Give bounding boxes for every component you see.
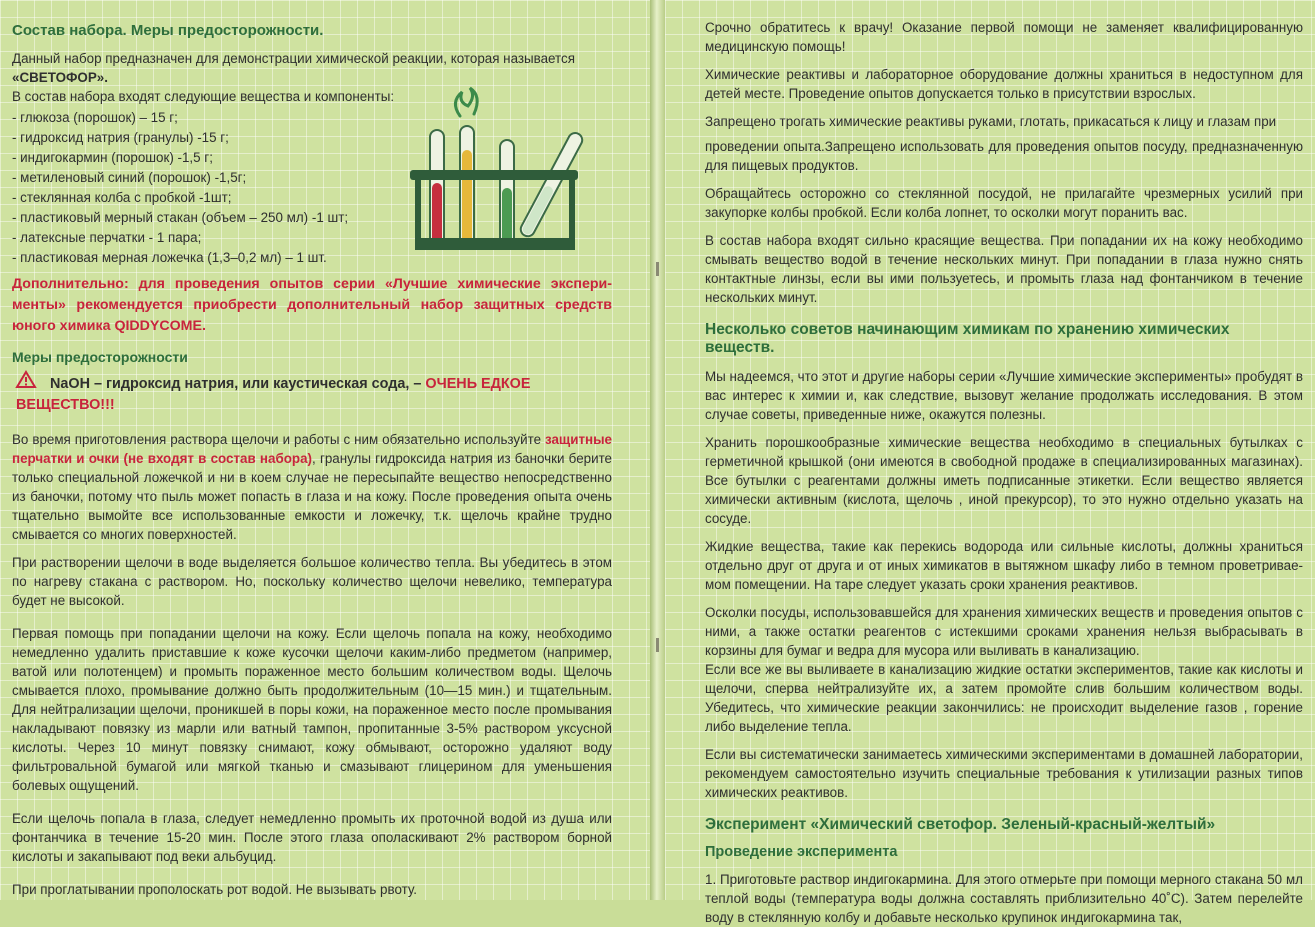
naoh-warning-text: NaOH – гидроксид натрия, или каустическая сода, –	[50, 376, 422, 392]
home-lab-paragraph: Если вы систематически занимаетесь химическими экспериментами в домашней лаборатории, рекомендуем самостоятельно изучить специальные требования к утилизации разных типов химических реактивов.	[705, 747, 1303, 800]
swallowing-paragraph: При проглатывании прополоскать рот водой. Не вызывать рвоту.	[12, 882, 417, 897]
list-item: - гидроксид натрия (гранулы) -15 г;	[12, 130, 229, 145]
right-page	[665, 0, 1315, 925]
dissolving-heat-paragraph: При растворении щелочи в воде выделяется большое количество тепла. Вы убедитесь в этом по нагреву стакана с раствором. Но, поскольку количество щелочи невелико, температура будет не высокой.	[12, 555, 612, 608]
step-1-paragraph: 1. Приготовьте раствор индигокармина. Для этого отмерьте при помощи мерного стакана 50 мл теплой воды (температура воды должна составлять приблизительно 40˚С). Затем перелейте воду в стеклянную колбу и добавьте несколько крупинок индигокармина так,	[705, 872, 1303, 925]
dishware-prohibition-paragraph: проведении опыта.Запрещено использовать для проведения опытов посуду, предназначенную для пищевых продуктов.	[705, 139, 1303, 173]
storage-safety-paragraph: Химические реактивы и лабораторное оборудование должны храниться в недоступном для детей месте. Проведение опытов допускается только в присутствии взрослых.	[705, 67, 1303, 101]
skin-first-aid-paragraph: Первая помощь при попадании щелочи на кожу. Если щелочь попала на кожу, необходимо немедленно удалить приставшие к коже кусочки щелочи каким-либо предметом (например, ватой или полотенцем) и промыть пораженное место большим количеством воды. Щелочь смывается плохо, промывание должно быть продолжительным (10—15 мин.) и тщательным. Для нейтрализации щелочи, проникшей в поры кожи, на пораженное место после промывания накладывают повязку из марли или ватный тампон, пропитанные 3-5% раствором уксусной кислоты. Через 10 минут повязку снимают, кожу обмывают, осторожно удаляют воду фильтровальной бумагой или мягкой тканью и смазывают глицерином для уменьшения болевых ощущений.	[12, 626, 612, 793]
gloves-goggles-notice: защитные перчатки и очки (не входят в состав набора)	[12, 432, 612, 466]
alkali-handling-paragraph	[12, 430, 612, 544]
warning-triangle-icon	[16, 371, 36, 388]
list-item: - пластиковый мерный стакан (объем – 250 мл) -1 шт;	[12, 210, 349, 225]
list-item: - пластиковая мерная ложечка (1,3–0,2 мл) – 1 шт.	[12, 250, 327, 265]
naoh-warning-red: ОЧЕНЬ ЕДКОЕ ВЕЩЕСТВО!!!	[16, 376, 531, 413]
list-item: - глюкоза (порошок) – 15 г;	[12, 110, 178, 125]
dyes-paragraph: В состав набора входят сильно красящие вещества. При попадании их на кожу необходимо смывать вещество водой в течение нескольких минут. При попадании в глаза нужно снять контактные линзы, если вы ими пользуетесь, и промыть глаза над фонтанчиком в течение нескольких минут.	[705, 233, 1303, 305]
eye-first-aid-paragraph: Если щелочь попала в глаза, следует немедленно промыть их проточной водой из душа или фонтанчика в течение 15-20 мин. После этого глаза ополаскивают 2% раствором борной кислоты и закапывают под веки альбуцид.	[12, 811, 612, 864]
book-spine	[650, 0, 665, 900]
spine-stitch	[656, 262, 659, 276]
liquid-storage-paragraph: Жидкие вещества, такие как перекись водорода или сильные кислоты, должны храниться отдельно друг от друга и от иных химикатов в вытяжном шкафу либо в темном проветриваемом помещении. На таре следует указать сроки хранения реактивов.	[705, 539, 1303, 592]
alkali-handling-end: , гранулы гидроксида натрия из баночки берите только специальной ложечкой и ни в коем случае не пересыпайте вещество непосредственно из баночки, потому что пыль может попасть в глаза и на кожу. После проведения опыта очень тщательно вымойте все использованные емкости и ложечку, т.к. щелочь крайне трудно смывается со многих поверхностей.	[12, 451, 613, 542]
glassware-paragraph: Обращайтесь осторожно со стеклянной посудой, не прилагайте чрезмерных усилий при закупорке колбы пробкой. Если колба лопнет, то осколки могут поранить вас.	[705, 186, 1303, 220]
spine-stitch	[656, 638, 659, 652]
list-item: - метиленовый синий (порошок) -1,5г;	[12, 170, 247, 185]
list-item: - индигокармин (порошок) -1,5 г;	[12, 150, 213, 165]
naoh-warning	[12, 371, 612, 416]
intro-sentence: Данный набор предназначен для демонстрации химической реакции, которая называется	[12, 51, 575, 66]
doctor-paragraph: Срочно обратитесь к врачу! Оказание первой помощи не заменяет квалифицированную медицинскую помощь!	[705, 20, 1303, 54]
storage-tips-heading: Несколько советов начинающим химикам по хранению химических веществ.	[705, 321, 1230, 356]
list-item: - стеклянная колба с пробкой -1шт;	[12, 190, 232, 205]
alkali-handling-start: Во время приготовления раствора щелочи и работы с ним обязательно используйте	[12, 432, 542, 447]
neutralize-paragraph: Если все же вы выливаете в канализацию жидкие остатки экспериментов, такие как кислоты и щелочи, сперва нейтрализуйте их, а затем промойте слив большим количеством воды. Убедитесь, что химические реакции закончились: не происходит выделение газов , горение либо выделение тепла.	[705, 662, 1303, 734]
test-tube-rack-icon	[405, 88, 585, 268]
powder-storage-paragraph: Хранить порошкообразные химические вещества необходимо в специальных бутылках с герметичной крышкой (они имеются в свободной продаже в специализированных магазинах). Все бутылки с реагентами должны иметь подписанные этикетки. Если вещество является химически активным (кислота, щелочь , иной прекурсор), то это нужно отдельно указать на сосуде.	[705, 435, 1303, 526]
reaction-name: «СВЕТОФОР».	[12, 70, 108, 85]
list-item: - латексные перчатки - 1 пара;	[12, 230, 202, 245]
left-page	[0, 0, 650, 900]
components-intro: В состав набора входят следующие вещества и компоненты:	[12, 89, 395, 104]
series-hope-paragraph: Мы надеемся, что этот и другие наборы серии «Лучшие химические эксперименты» пробудят в вас интерес к химии и, как следствие, вызовут желание продолжать исследования. В этом случае советы, приведенные ниже, окажутся полезны.	[705, 369, 1303, 422]
kit-heading: Состав набора. Меры предосторожности.	[12, 22, 324, 39]
procedure-heading: Проведение эксперимента	[705, 844, 898, 860]
precautions-heading: Меры предосторожности	[12, 349, 188, 365]
touch-prohibition-line: Запрещено трогать химические реактивы руками, глотать, прикасаться к лицу и глазам при	[705, 114, 1277, 129]
disposal-paragraph: Осколки посуды, использовавшейся для хранения химических веществ и проведения опытов с ними, а также остатки реагентов с истекшими сроками хранения нельзя выбрасывать в корзины для бумаг и ведра для мусора или выливать в канализацию.	[705, 605, 1303, 658]
experiment-heading: Эксперимент «Химический светофор. Зеленый-красный-желтый»	[705, 816, 1216, 833]
additional-notice: Дополнительно: для проведения опытов серии «Лучшие химические эксперименты» рекомендуется приобрести дополнительный набор защитных средств юного химика QIDDYCOME.	[12, 276, 612, 334]
